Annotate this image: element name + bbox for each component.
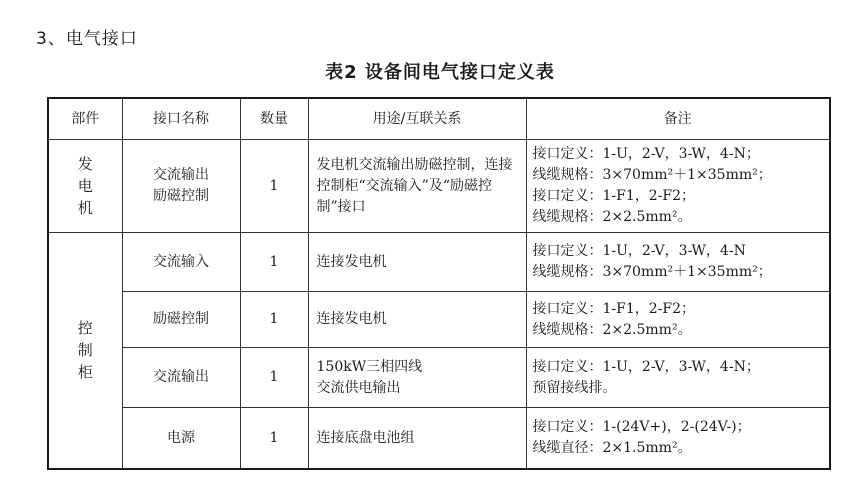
note-line: 线缆直径：2×1.5mm²。 [532,440,692,456]
note-line: 接口定义：1-F1，2-F2； [532,188,696,204]
usage-cell [308,233,526,292]
usage-line: 连接底盘电池组 [316,429,415,446]
usage-cell [308,348,526,408]
quantity-cell: 1 [240,140,308,233]
note-line: 线缆规格：2×2.5mm²。 [532,209,692,225]
usage-line: 连接发电机 [316,253,387,270]
note-line: 接口定义：1-F1，2-F2； [532,300,696,317]
interface-line: 电源 [167,429,195,446]
part-cell-cabinet [48,233,122,470]
interface-cell [122,408,240,470]
table-row-cabinet-power [48,408,830,470]
part-label-generator: 发电机 [77,154,93,217]
table-header-row [48,98,830,140]
note-line: 接口定义：1-U，2-V，3-W，4-N； [532,146,760,162]
header-note: 备注 [526,98,830,140]
note-line: 线缆规格：3×70mm²＋1×35mm²； [532,264,772,280]
usage-cell: 发电机交流输出励磁控制，连接控制柜“交流输入”及“励磁控制”接口 [308,140,526,233]
header-usage: 用途/互联关系 [308,98,526,140]
interface-cell [122,292,240,348]
header-quantity: 数量 [240,98,308,140]
quantity-cell: 1 [240,408,308,470]
header-part: 部件 [48,98,122,140]
note-cell [526,348,830,408]
electrical-interface-table [47,97,831,470]
table-row-generator [48,140,830,233]
quantity-cell: 1 [240,348,308,408]
note-cell [526,140,830,233]
interface-line: 交流输出 [153,167,209,183]
table-row-cabinet-excitation [48,292,830,348]
note-cell [526,292,830,348]
section-heading: 3、电气接口 [36,29,138,49]
part-cell-generator [48,140,122,233]
note-line: 接口定义：1-U，2-V，3-W，4-N [532,243,746,259]
quantity-cell: 1 [240,292,308,348]
interface-cell [122,348,240,408]
part-label-cabinet: 控制柜 [77,319,93,381]
note-cell [526,233,830,292]
table-row-cabinet-ac-output [48,348,830,408]
interface-line: 交流输出 [153,369,209,385]
interface-line: 励磁控制 [153,188,209,204]
usage-cell [308,292,526,348]
table-caption: 表2 设备间电气接口定义表 [325,62,555,83]
note-line: 线缆规格：2×2.5mm²。 [532,321,692,338]
note-line: 接口定义：1-U，2-V，3-W，4-N； [532,358,760,375]
header-interface-name: 接口名称 [122,98,240,140]
note-line: 线缆规格：3×70mm²＋1×35mm²； [532,167,772,183]
table-row-cabinet-ac-input [48,233,830,292]
interface-cell [122,140,240,233]
usage-line: 连接发电机 [316,311,387,327]
usage-line: 交流供电输出 [316,379,401,396]
note-cell [526,408,830,470]
interface-line: 励磁控制 [153,311,209,327]
note-line: 接口定义：1-(24V+)，2-(24V-)； [532,419,751,435]
interface-cell [122,233,240,292]
interface-line: 交流输入 [153,253,209,270]
note-line: 预留接线排。 [532,379,617,396]
quantity-cell: 1 [240,233,308,292]
usage-cell [308,408,526,470]
usage-line: 150kW三相四线 [316,358,423,375]
